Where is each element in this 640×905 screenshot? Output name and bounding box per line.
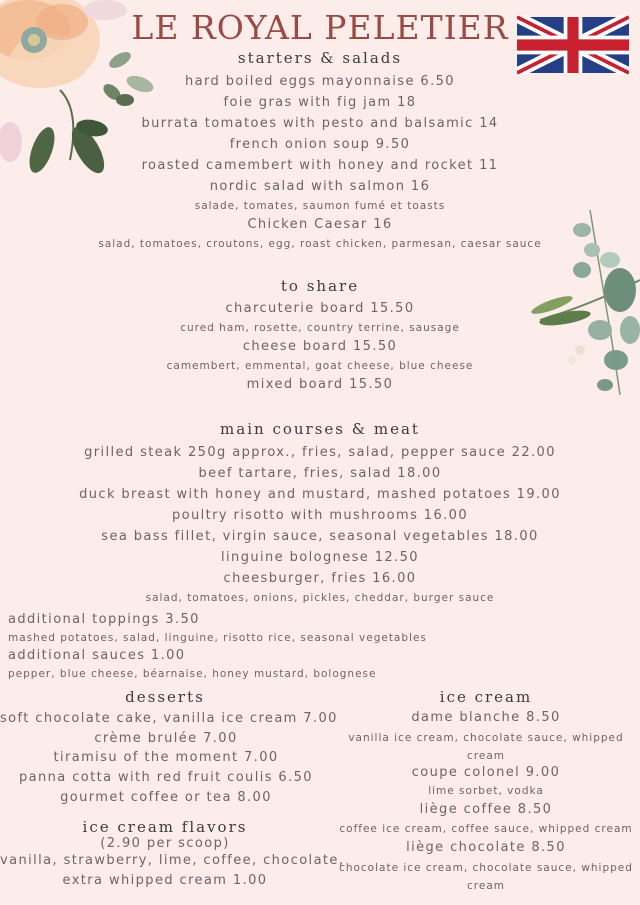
menu-item: vanilla, strawberry, lime, coffee, chocolate,: [0, 853, 345, 868]
menu-item: sea bass fillet, virgin sauce, seasonal vegetables 18.00: [101, 529, 539, 544]
menu-item: french onion soup 9.50: [229, 137, 411, 152]
restaurant-title: LE ROYAL PELETIER: [131, 8, 509, 47]
menu-item-description: cured ham, rosette, country terrine, sausage: [180, 322, 460, 334]
menu-item: mixed board 15.50: [246, 377, 394, 392]
menu-item: Chicken Caesar 16: [247, 217, 393, 232]
menu-item: cheesburger, fries 16.00: [223, 571, 417, 586]
menu-item: panna cotta with red fruit coulis 6.50: [19, 770, 313, 785]
menu-item-description: coffee ice cream, coffee sauce, whipped cream: [339, 823, 633, 835]
menu-item: duck breast with honey and mustard, mashed potatoes 19.00: [79, 487, 561, 502]
section-heading-share: to share: [280, 277, 360, 295]
flavors-price: (2.90 per scoop): [100, 836, 230, 851]
extras-sauces: additional sauces 1.00: [8, 648, 186, 663]
menu-item: tiramisu of the moment 7.00: [53, 750, 279, 765]
menu-item-description: camembert, emmental, goat cheese, blue cheese: [166, 360, 474, 372]
menu-item-description: chocolate ice cream, chocolate sauce, whipped cream: [339, 862, 633, 892]
menu-item: nordic salad with salmon 16: [209, 179, 431, 194]
menu-item: soft chocolate cake, vanilla ice cream 7.00: [0, 711, 338, 726]
menu-item-description: salade, tomates, saumon fumé et toasts: [194, 200, 446, 212]
menu-item: gourmet coffee or tea 8.00: [60, 790, 272, 805]
section-heading-desserts: desserts: [125, 688, 205, 706]
menu-item-description: lime sorbet, vodka: [428, 785, 544, 797]
section-heading-mains: main courses & meat: [220, 420, 420, 438]
menu-item: beef tartare, fries, salad 18.00: [198, 466, 442, 481]
menu-item: cheese board 15.50: [242, 339, 398, 354]
menu-item: dame blanche 8.50: [411, 710, 561, 725]
menu-item: crème brulée 7.00: [94, 731, 238, 746]
menu-item: burrata tomatoes with pesto and balsamic 14: [141, 116, 499, 131]
menu-item-description: salad, tomatoes, croutons, egg, roast chicken, parmesan, caesar sauce: [98, 238, 542, 250]
menu-item: grilled steak 250g approx., fries, salad, pepper sauce 22.00: [84, 445, 556, 460]
section-heading-icecream: ice cream: [439, 688, 533, 706]
menu-item: foie gras with fig jam 18: [223, 95, 417, 110]
menu-item: poultry risotto with mushrooms 16.00: [171, 508, 469, 523]
menu-item: coupe colonel 9.00: [411, 765, 561, 780]
extras-toppings-list: mashed potatoes, salad, linguine, risotto rice, seasonal vegetables: [8, 632, 427, 644]
menu-item: liège coffee 8.50: [419, 802, 553, 817]
menu-item-description: salad, tomatoes, onions, pickles, cheddar, burger sauce: [145, 592, 495, 604]
menu-item: roasted camembert with honey and rocket 11: [141, 158, 499, 173]
extras-toppings: additional toppings 3.50: [8, 612, 200, 627]
menu-item-description: vanilla ice cream, chocolate sauce, whipped cream: [348, 732, 624, 762]
menu-item: liège chocolate 8.50: [406, 840, 566, 855]
extras-sauces-list: pepper, blue cheese, béarnaise, honey mustard, bolognese: [8, 668, 377, 680]
section-heading-flavors: ice cream flavors: [82, 818, 248, 836]
section-heading-starters: starters & salads: [237, 49, 403, 67]
menu-item: extra whipped cream 1.00: [62, 873, 268, 888]
menu-item: hard boiled eggs mayonnaise 6.50: [185, 74, 455, 89]
menu-item: linguine bolognese 12.50: [221, 550, 419, 565]
menu-item: charcuterie board 15.50: [225, 301, 415, 316]
